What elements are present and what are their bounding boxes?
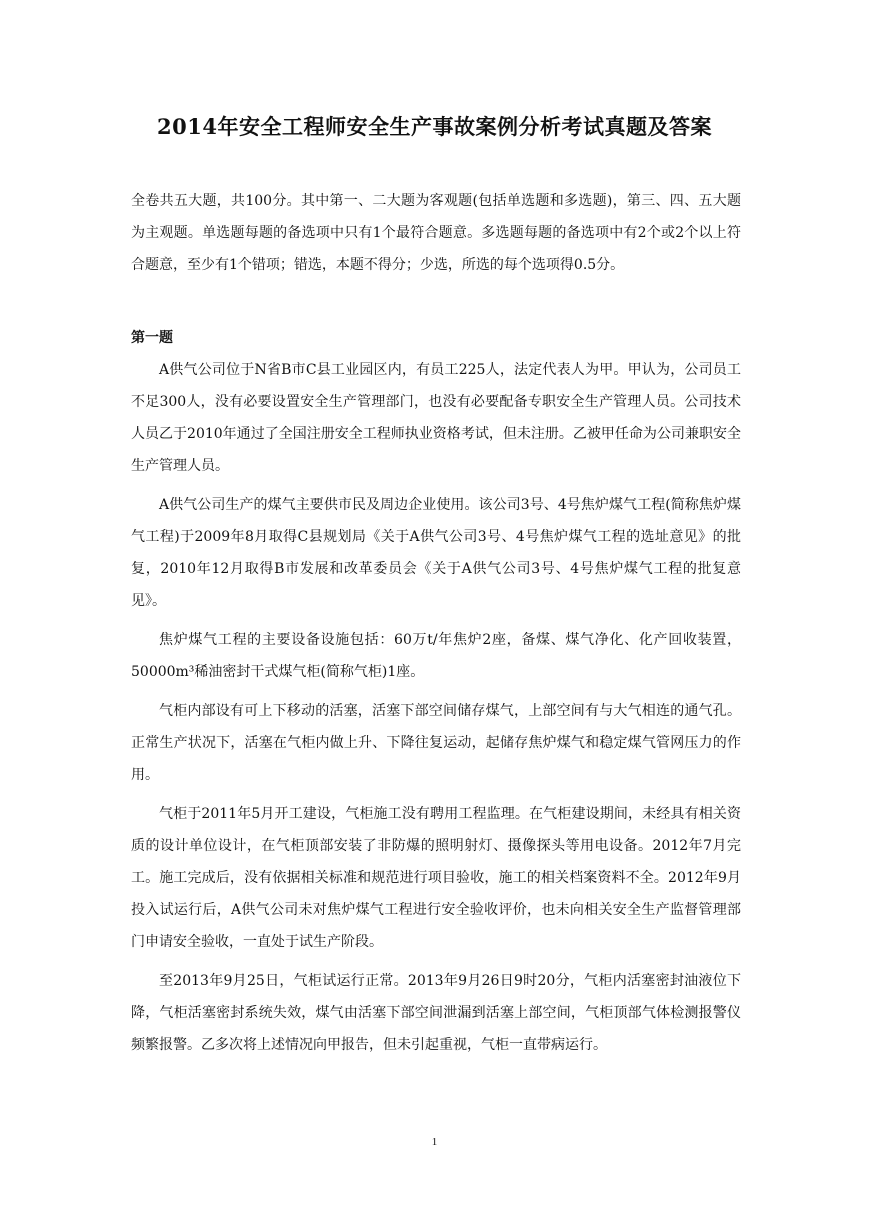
paragraph-construction: 气柜于2011年5月开工建设，气柜施工没有聘用工程监理。在气柜建设期间，未经具有相关资质的设计单位设计，在气柜顶部安装了非防爆的照明射灯、摄像探头等用电设备。2012年7月完工。施工完成后，没有依据相关标准和规范进行项目验收，施工的相关档案资料不全。2012年9月投入试运行后，A供气公司未对焦炉煤气工程进行安全验收评价，也未向相关安全生产监督管理部门申请安全验收，一直处于试生产阶段。 [131, 806, 741, 950]
document-title: 2014年安全工程师安全生产事故案例分析考试真题及答案 [157, 114, 712, 139]
intro-paragraph: 全卷共五大题，共100分。其中第一、二大题为客观题(包括单选题和多选题)，第三、四、五大题为主观题。单选题每题的备选项中只有1个最符合题意。多选题每题的备选项中有2个或2个以上符合题意，至少有1个错项；错选，本题不得分；少选，所选的每个选项得0.5分。 [131, 193, 741, 273]
question-body [131, 354, 741, 1068]
paragraph-company: A供气公司位于N省B市C县工业园区内，有员工225人，法定代表人为甲。甲认为，公司员工不足300人，没有必要设置安全生产管理部门，也没有必要配备专职安全生产管理人员。公司技术人员乙于2010年通过了全国注册安全工程师执业资格考试，但未注册。乙被甲任命为公司兼职安全生产管理人员。 [131, 362, 741, 474]
paragraph-gasholder-function: 气柜内部设有可上下移动的活塞，活塞下部空间储存煤气，上部空间有与大气相连的通气孔。正常生产状况下，活塞在气柜内做上升、下降往复运动，起储存焦炉煤气和稳定煤气管网压力的作用。 [131, 703, 741, 783]
paragraph-incident: 至2013年9月25日，气柜试运行正常。2013年9月26日9时20分，气柜内活塞密封油液位下降，气柜活塞密封系统失效，煤气由活塞下部空间泄漏到活塞上部空间，气柜顶部气体检测报警仪频繁报警。乙多次将上述情况向甲报告，但未引起重视，气柜一直带病运行。 [131, 973, 741, 1053]
page-number: 1 [431, 1136, 438, 1148]
section-heading: 第一题 [131, 330, 173, 346]
paragraph-project: A供气公司生产的煤气主要供市民及周边企业使用。该公司3号、4号焦炉煤气工程(简称焦炉煤气工程)于2009年8月取得C县规划局《关于A供气公司3号、4号焦炉煤气工程的选址意见》的批复，2010年12月取得B市发展和改革委员会《关于A供气公司3号、4号焦炉煤气工程的批复意见》。 [131, 497, 741, 609]
paragraph-equipment: 焦炉煤气工程的主要设备设施包括：60万t/年焦炉2座，备煤、煤气净化、化产回收装置，50000m³稀油密封干式煤气柜(简称气柜)1座。 [131, 632, 741, 680]
